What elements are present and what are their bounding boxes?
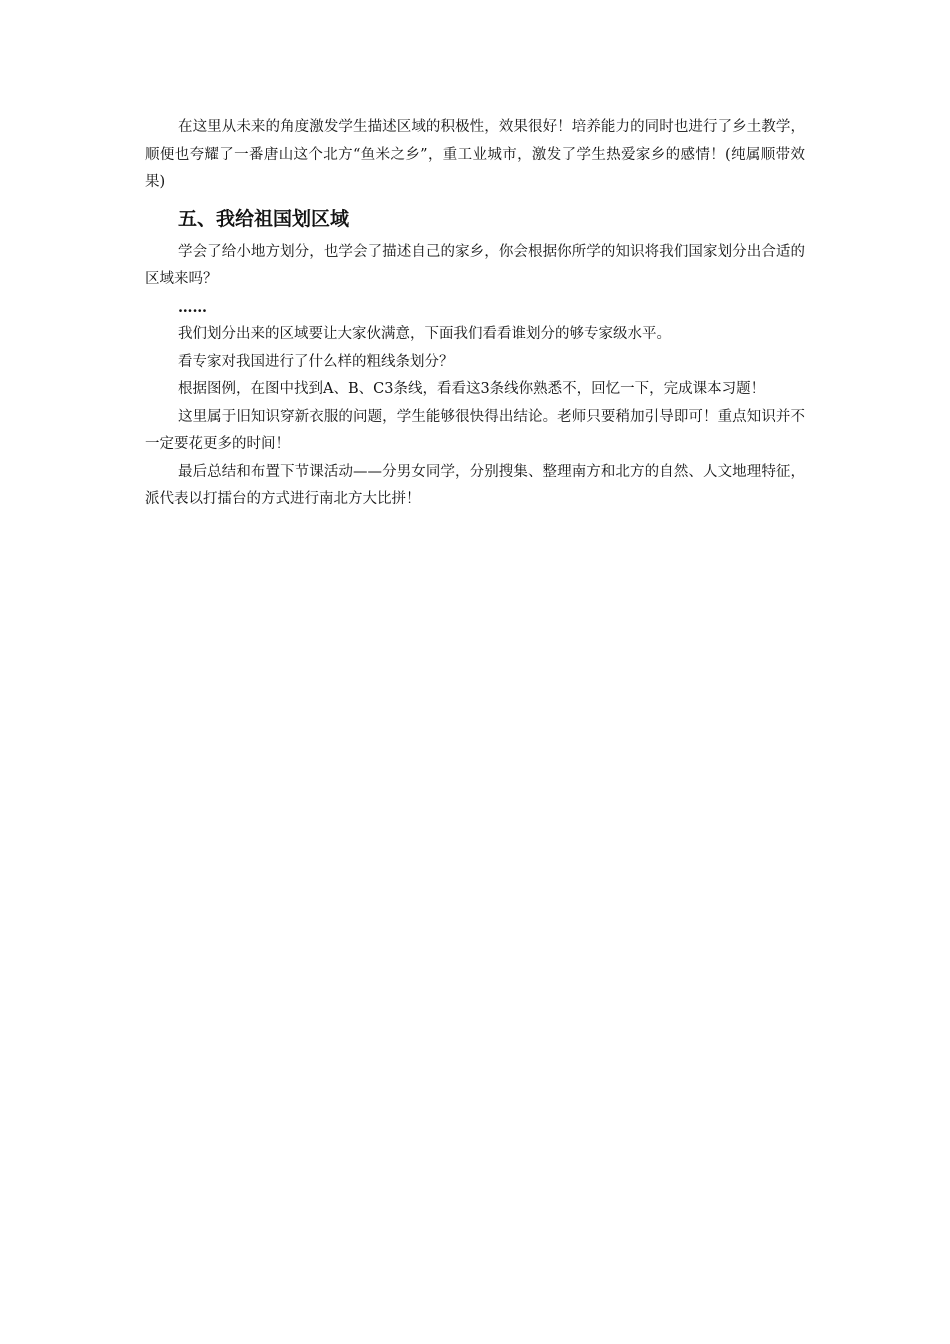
paragraph-summary: 最后总结和布置下节课活动——分男女同学，分别搜集、整理南方和北方的自然、人文地理特征，派代表以打擂台的方式进行南北方大比拼！ — [145, 463, 805, 507]
ellipsis-line: …… — [178, 298, 207, 316]
paragraph-expert-level: 我们划分出来的区域要让大家伙满意，下面我们看看谁划分的够专家级水平。 — [178, 326, 671, 342]
paragraph-reflection: 在这里从未来的角度激发学生描述区域的积极性，效果很好！培养能力的同时也进行了乡土教学，顺便也夸耀了一番唐山这个北方“鱼米之乡”，重工业城市，激发了学生热爱家乡的感情！(纯属顺带效果) — [145, 119, 805, 190]
paragraph-legend-lines: 根据图例，在图中找到A、B、C3条线，看看这3条线你熟悉不，回忆一下，完成课本习题！ — [178, 381, 766, 397]
document-page — [145, 114, 805, 514]
paragraph-intro-question: 学会了给小地方划分，也学会了描述自己的家乡，你会根据你所学的知识将我们国家划分出合适的区域来吗？ — [145, 243, 805, 287]
paragraph-old-knowledge: 这里属于旧知识穿新衣服的问题，学生能够很快得出结论。老师只要稍加引导即可！重点知识并不一定要花更多的时间！ — [145, 408, 805, 452]
paragraph-expert-division: 看专家对我国进行了什么样的粗线条划分？ — [178, 353, 454, 370]
section-heading-5: 五、我给祖国划区域 — [178, 207, 350, 230]
